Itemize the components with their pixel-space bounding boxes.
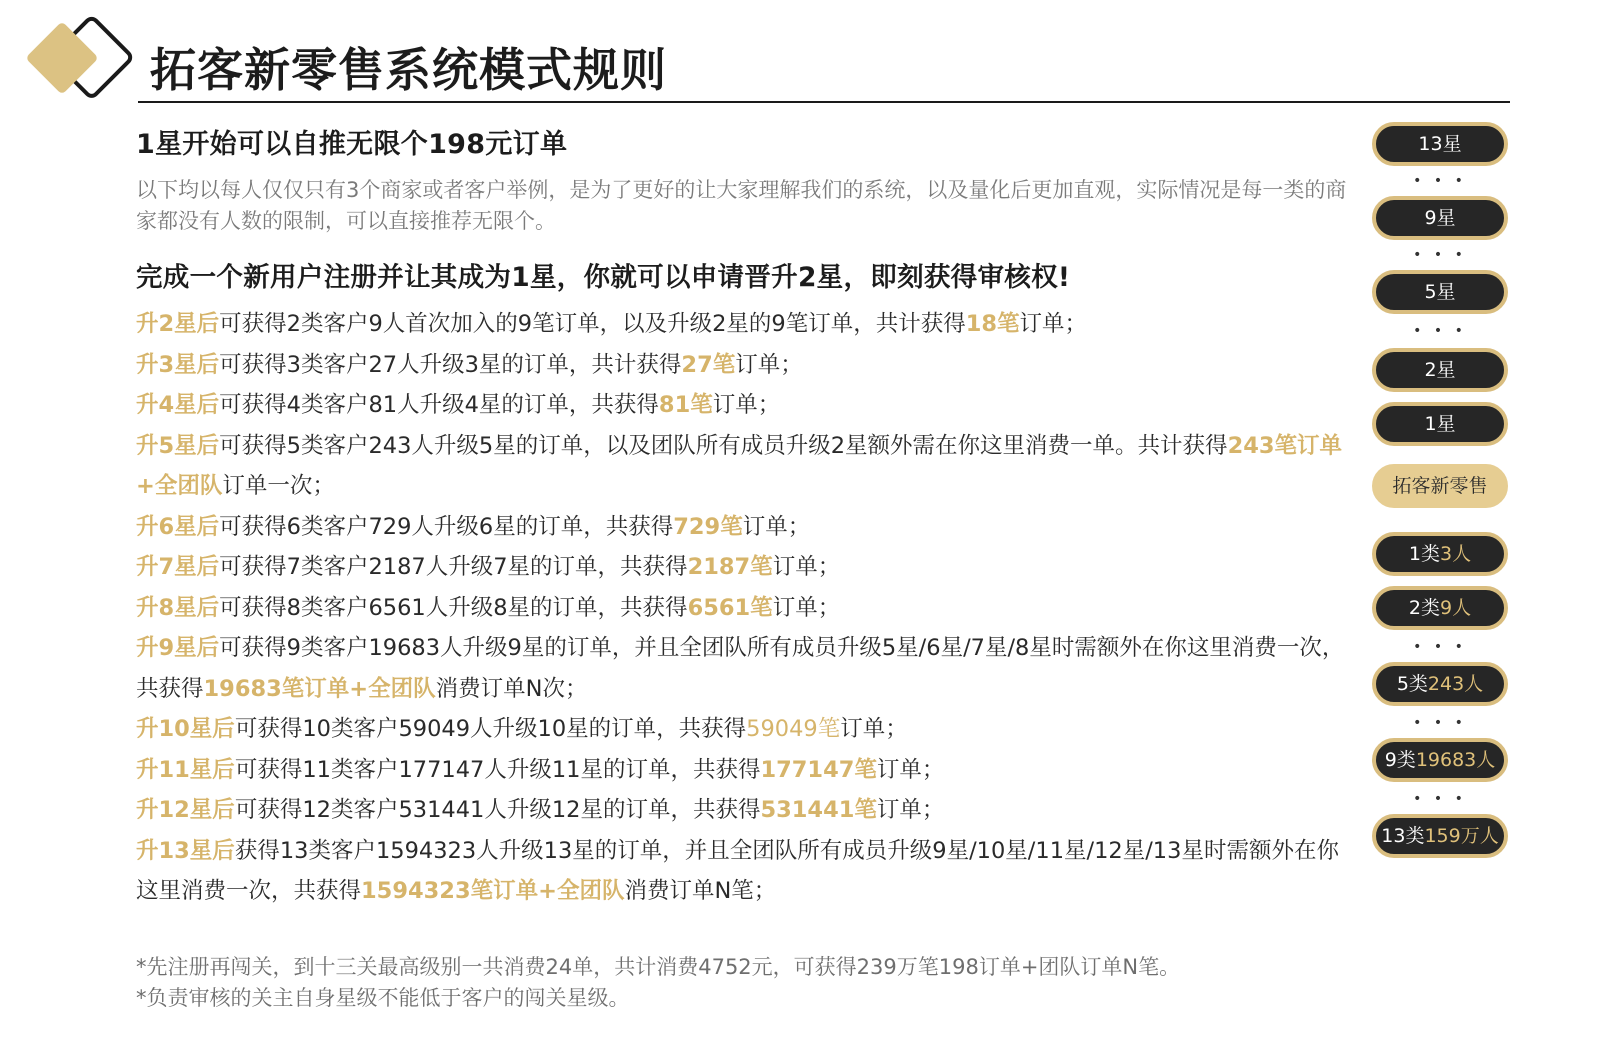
rule-text: 可获得2类客户9人首次加入的9笔订单，以及升级2星的9笔订单，共计获得 xyxy=(219,311,966,337)
ellipsis-dots: • • • xyxy=(1413,791,1467,807)
rule-highlight: 1594323笔订单+全团队 xyxy=(361,878,625,904)
logo-diamond-icon xyxy=(22,12,142,108)
rule-item xyxy=(136,750,1361,791)
star-ladder xyxy=(1372,122,1512,882)
rule-lead: 升9星后 xyxy=(136,635,220,661)
tier-pill xyxy=(1372,662,1508,706)
ellipsis-dots: • • • xyxy=(1413,247,1467,263)
brand-pill: 拓客新零售 xyxy=(1372,464,1508,508)
tier-label: 1类 xyxy=(1408,543,1440,565)
rule-item xyxy=(136,345,1361,386)
rule-highlight: 27笔 xyxy=(681,351,736,378)
rule-lead: 升3星后 xyxy=(136,351,220,378)
ellipsis-dots: • • • xyxy=(1413,323,1467,339)
tier-pill xyxy=(1372,814,1508,858)
rule-item xyxy=(136,507,1361,548)
rule-lead: 升4星后 xyxy=(136,392,220,418)
tier-label: 5类 xyxy=(1396,673,1428,695)
rule-text: 可获得10类客户59049人升级10星的订单，共获得 xyxy=(234,716,747,742)
rule-item xyxy=(136,426,1361,507)
rule-text: 可获得5类客户243人升级5星的订单，以及团队所有成员升级2星额外需在你这里消费一单。共计获得 xyxy=(219,432,1228,459)
intro-paragraph: 以下均以每人仅仅只有3个商家或者客户举例，是为了更好的让大家理解我们的系统，以及量化后更加直观，实际情况是每一类的商家都没有人数的限制，可以直接推荐无限个。 xyxy=(136,178,1347,233)
ellipsis-dots: • • • xyxy=(1413,715,1467,731)
rules-content xyxy=(136,122,1361,912)
footnotes xyxy=(136,952,1516,1014)
star-level-pill: 1星 xyxy=(1372,402,1508,446)
ellipsis-dots: • • • xyxy=(1413,639,1467,655)
star-level-pill: 5星 xyxy=(1372,270,1508,314)
tier-count: 243人 xyxy=(1427,673,1484,695)
rule-item xyxy=(136,628,1361,709)
rule-highlight: 81笔 xyxy=(658,392,713,418)
rule-tail: 订单； xyxy=(772,594,841,621)
rule-lead: 升7星后 xyxy=(136,554,220,580)
rule-highlight: 243笔订单+全团队 xyxy=(136,432,1343,499)
tier-count: 159万人 xyxy=(1424,825,1499,847)
rule-tail: 订单； xyxy=(712,392,781,418)
tier-pill xyxy=(1372,532,1508,576)
rule-tail: 订单； xyxy=(735,351,803,378)
tier-label: 9类 xyxy=(1384,749,1416,771)
rule-highlight: 19683笔订单+全团队 xyxy=(203,675,436,702)
rule-text: 获得13类客户1594323人升级13星的订单，并且全团队所有成员升级9星/10星/11星/12星/13星时需额外在你这里消费一次，共获得 xyxy=(136,837,1339,904)
rule-tail: 消费订单N次； xyxy=(435,675,588,702)
rule-text: 可获得3类客户27人升级3星的订单，共计获得 xyxy=(219,351,682,378)
rule-highlight: 59049笔 xyxy=(746,716,841,742)
rule-lead: 升13星后 xyxy=(136,837,235,864)
rule-highlight: 729笔 xyxy=(673,513,743,540)
rule-lead: 升8星后 xyxy=(136,594,220,621)
tier-label: 2类 xyxy=(1408,597,1440,619)
star-level-pill: 13星 xyxy=(1372,122,1508,166)
rule-lead: 升2星后 xyxy=(136,311,220,337)
rule-item xyxy=(136,831,1361,912)
rule-tail: 订单； xyxy=(742,513,811,540)
rule-tail: 订单； xyxy=(840,716,908,742)
footnote: *负责审核的关主自身星级不能低于客户的闯关星级。 xyxy=(136,986,630,1010)
rule-lead: 升10星后 xyxy=(136,716,235,742)
title-divider xyxy=(138,101,1510,103)
tier-count: 9人 xyxy=(1440,597,1472,619)
rule-tail: 消费订单N笔； xyxy=(624,878,777,904)
rule-item xyxy=(136,790,1361,831)
rule-tail: 订单一次； xyxy=(222,473,335,499)
rule-tail: 订单； xyxy=(876,797,945,823)
tier-count: 19683人 xyxy=(1415,749,1496,771)
rule-text: 可获得4类客户81人升级4星的订单，共获得 xyxy=(219,392,659,418)
tier-count: 3人 xyxy=(1440,543,1472,565)
rule-item xyxy=(136,709,1361,750)
star-level-pill: 9星 xyxy=(1372,196,1508,240)
rule-highlight: 531441笔 xyxy=(760,797,877,823)
star-level-pill: 2星 xyxy=(1372,348,1508,392)
rule-text: 可获得9类客户19683人升级9星的订单，并且全团队所有成员升级5星/6星/7星/8星时需额外在你这里消费一次，共获得 xyxy=(136,635,1345,702)
rule-item xyxy=(136,385,1361,426)
page-title: 拓客新零售系统模式规则 xyxy=(150,43,667,97)
rule-lead: 升11星后 xyxy=(136,756,235,783)
tier-pill xyxy=(1372,738,1508,782)
rule-text: 可获得11类客户177147人升级11星的订单，共获得 xyxy=(234,756,761,783)
rule-text: 可获得8类客户6561人升级8星的订单，共获得 xyxy=(219,594,688,621)
rule-list xyxy=(136,304,1361,912)
tier-pill xyxy=(1372,586,1508,630)
rule-lead: 升6星后 xyxy=(136,513,220,540)
rule-item xyxy=(136,588,1361,629)
rule-text: 可获得7类客户2187人升级7星的订单，共获得 xyxy=(219,554,688,580)
rule-text: 可获得12类客户531441人升级12星的订单，共获得 xyxy=(234,797,761,823)
rule-highlight: 18笔 xyxy=(965,311,1020,337)
rule-tail: 订单； xyxy=(772,554,841,580)
rule-text: 可获得6类客户729人升级6星的订单，共获得 xyxy=(219,513,674,540)
promotion-headline: 完成一个新用户注册并让其成为1星，你就可以申请晋升2星，即刻获得审核权! xyxy=(136,262,1071,293)
rule-highlight: 6561笔 xyxy=(687,594,773,621)
footnote: *先注册再闯关，到十三关最高级别一共消费24单，共计消费4752元，可获得239万笔198订单+团队订单N笔。 xyxy=(136,955,1181,979)
rule-highlight: 2187笔 xyxy=(687,554,773,580)
rule-lead: 升12星后 xyxy=(136,797,235,823)
rule-lead: 升5星后 xyxy=(136,432,220,459)
rule-tail: 订单； xyxy=(1019,311,1088,337)
tier-label: 13类 xyxy=(1381,825,1425,847)
rule-item xyxy=(136,547,1361,588)
rule-tail: 订单； xyxy=(876,756,945,783)
rule-item xyxy=(136,304,1361,345)
rule-highlight: 177147笔 xyxy=(760,756,877,783)
ellipsis-dots: • • • xyxy=(1413,173,1467,189)
section-subtitle: 1星开始可以自推无限个198元订单 xyxy=(136,129,568,160)
